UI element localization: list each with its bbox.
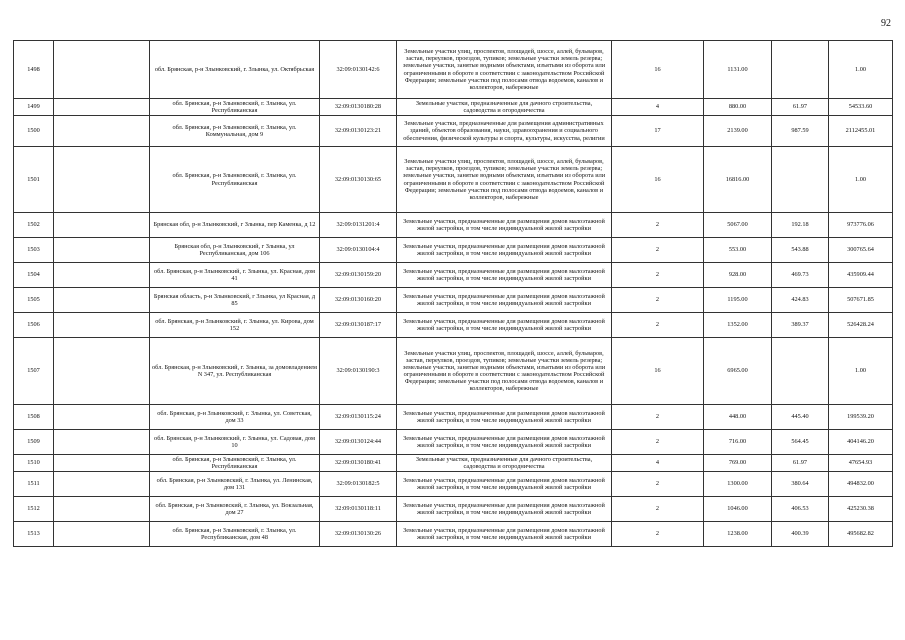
use-code-cell: 16	[612, 41, 704, 99]
table-row	[14, 41, 893, 99]
address-cell: обл. Брянская, р-н Злынковский, г. Злынка, ул. Республиканская, дом 48	[150, 522, 320, 547]
area-cell: 928.00	[704, 263, 772, 288]
cadastral-value-cell: 435909.44	[829, 263, 893, 288]
cadastral-number-cell: 32:09:0130124:44	[320, 430, 397, 455]
cadastral-number-cell: 32:09:0130180:28	[320, 99, 397, 116]
use-code-cell: 2	[612, 472, 704, 497]
permitted-use-cell: Земельные участки, предназначенные для дачного строительства, садоводства и огородничества	[397, 455, 612, 472]
address-cell: обл. Брянская, р-н Злынковский, г. Злынка, ул. Октябрьская	[150, 41, 320, 99]
row-number-cell: 1500	[14, 116, 54, 147]
cadastral-value-cell: 300765.64	[829, 238, 893, 263]
specific-value-cell: 424.83	[772, 288, 829, 313]
area-cell: 1238.00	[704, 522, 772, 547]
blank-cell	[54, 497, 150, 522]
table-row	[14, 430, 893, 455]
address-cell: обл. Брянская, р-н Злынковский, г. Злынка, за домовладением N 347, ул. Республиканская	[150, 338, 320, 405]
cadastral-number-cell: 32:09:0130187:17	[320, 313, 397, 338]
row-number-cell: 1511	[14, 472, 54, 497]
address-cell: обл. Брянская, р-н Злынковский, г. Злынка, ул. Красная, дом 41	[150, 263, 320, 288]
area-cell: 1195.00	[704, 288, 772, 313]
specific-value-cell: 400.39	[772, 522, 829, 547]
cadastral-value-cell: 54533.60	[829, 99, 893, 116]
use-code-cell: 2	[612, 238, 704, 263]
address-cell: Брянская обл, р-н Злынковский, г Злынка, ул Республиканская, дом 106	[150, 238, 320, 263]
area-cell: 880.00	[704, 99, 772, 116]
row-number-cell: 1501	[14, 147, 54, 213]
table-row	[14, 338, 893, 405]
table-row	[14, 263, 893, 288]
permitted-use-cell: Земельные участки, предназначенные для размещения домов малоэтажной жилой застройки, в том числе индивидуальной жилой застройки	[397, 522, 612, 547]
table-row	[14, 313, 893, 338]
row-number-cell: 1499	[14, 99, 54, 116]
permitted-use-cell: Земельные участки улиц, проспектов, площадей, шоссе, аллей, бульваров, застав, переулков, проездов, тупиков; земельные участки земель резерва; земельные участки, занятые водными объектами, изъятыми из оборота или ограниченными в обороте в соответствии с законодательством Российской Федерации; земельные участки под полосами отвода водоемов, каналов и коллекторов, набережные	[397, 338, 612, 405]
cadastral-number-cell: 32:09:0130118:11	[320, 497, 397, 522]
blank-cell	[54, 313, 150, 338]
area-cell: 448.00	[704, 405, 772, 430]
permitted-use-cell: Земельные участки улиц, проспектов, площадей, шоссе, аллей, бульваров, застав, переулков, проездов, тупиков; земельные участки земель резерва; земельные участки, занятые водными объектами, изъятыми из оборота или ограниченными в обороте в соответствии с законодательством Российской Федерации; земельные участки под полосами отвода водоемов, каналов и коллекторов, набережные	[397, 147, 612, 213]
use-code-cell: 2	[612, 497, 704, 522]
table-row	[14, 455, 893, 472]
area-cell: 2139.00	[704, 116, 772, 147]
area-cell: 1131.00	[704, 41, 772, 99]
cadastral-value-cell: 1.00	[829, 338, 893, 405]
use-code-cell: 17	[612, 116, 704, 147]
table-row	[14, 522, 893, 547]
blank-cell	[54, 338, 150, 405]
specific-value-cell: 543.88	[772, 238, 829, 263]
area-cell: 5067.00	[704, 213, 772, 238]
blank-cell	[54, 147, 150, 213]
blank-cell	[54, 472, 150, 497]
cadastral-value-cell: 425230.38	[829, 497, 893, 522]
permitted-use-cell: Земельные участки, предназначенные для размещения домов малоэтажной жилой застройки, в том числе индивидуальной жилой застройки	[397, 472, 612, 497]
address-cell: обл. Брянская, р-н Злынковский, г. Злынка, ул. Вокзальная, дом 27	[150, 497, 320, 522]
specific-value-cell	[772, 147, 829, 213]
table-row	[14, 116, 893, 147]
cadastral-value-cell: 507671.85	[829, 288, 893, 313]
specific-value-cell: 987.59	[772, 116, 829, 147]
area-cell: 716.00	[704, 430, 772, 455]
blank-cell	[54, 41, 150, 99]
cadastral-number-cell: 32:09:0130104:4	[320, 238, 397, 263]
address-cell: обл. Брянская, р-н Злынковский, г. Злынка, ул. Республиканская	[150, 455, 320, 472]
permitted-use-cell: Земельные участки, предназначенные для размещения домов малоэтажной жилой застройки, в том числе индивидуальной жилой застройки	[397, 497, 612, 522]
blank-cell	[54, 213, 150, 238]
cadastral-number-cell: 32:09:0130123:21	[320, 116, 397, 147]
table-row	[14, 147, 893, 213]
specific-value-cell: 564.45	[772, 430, 829, 455]
table-row	[14, 472, 893, 497]
specific-value-cell: 445.40	[772, 405, 829, 430]
table-row	[14, 213, 893, 238]
row-number-cell: 1506	[14, 313, 54, 338]
table-row	[14, 405, 893, 430]
use-code-cell: 2	[612, 405, 704, 430]
use-code-cell: 2	[612, 430, 704, 455]
use-code-cell: 2	[612, 263, 704, 288]
area-cell: 769.00	[704, 455, 772, 472]
permitted-use-cell: Земельные участки, предназначенные для размещения домов малоэтажной жилой застройки, в том числе индивидуальной жилой застройки	[397, 313, 612, 338]
cadastral-value-cell: 526428.24	[829, 313, 893, 338]
permitted-use-cell: Земельные участки, предназначенные для размещения домов малоэтажной жилой застройки, в том числе индивидуальной жилой застройки	[397, 288, 612, 313]
permitted-use-cell: Земельные участки, предназначенные для размещения домов малоэтажной жилой застройки, в том числе индивидуальной жилой застройки	[397, 263, 612, 288]
use-code-cell: 2	[612, 522, 704, 547]
address-cell: Брянская обл, р-н Злынковский, г Злынка, пер Каменка, д 12	[150, 213, 320, 238]
table-body	[14, 41, 893, 547]
cadastral-value-cell: 495682.82	[829, 522, 893, 547]
cadastral-value-cell: 404146.20	[829, 430, 893, 455]
specific-value-cell: 61.97	[772, 99, 829, 116]
cadastral-value-cell: 1.00	[829, 41, 893, 99]
cadastral-value-cell: 1.00	[829, 147, 893, 213]
cadastral-number-cell: 32:09:0130180:41	[320, 455, 397, 472]
land-registry-table	[13, 40, 893, 547]
blank-cell	[54, 238, 150, 263]
cadastral-number-cell: 32:09:0130159:20	[320, 263, 397, 288]
area-cell: 1046.00	[704, 497, 772, 522]
blank-cell	[54, 430, 150, 455]
cadastral-number-cell: 32:09:0130160:20	[320, 288, 397, 313]
address-cell: обл. Брянская, р-н Злынковский, г. Злынка, ул. Республиканская	[150, 147, 320, 213]
cadastral-number-cell: 32:09:0130182:5	[320, 472, 397, 497]
permitted-use-cell: Земельные участки, предназначенные для размещения домов малоэтажной жилой застройки, в том числе индивидуальной жилой застройки	[397, 213, 612, 238]
row-number-cell: 1502	[14, 213, 54, 238]
specific-value-cell: 469.73	[772, 263, 829, 288]
permitted-use-cell: Земельные участки, предназначенные для размещения административных зданий, объектов образования, науки, здравоохранения и социального обеспечения, физической культуры и спорта, культуры, искусства, религии	[397, 116, 612, 147]
use-code-cell: 2	[612, 288, 704, 313]
specific-value-cell: 192.18	[772, 213, 829, 238]
use-code-cell: 4	[612, 99, 704, 116]
blank-cell	[54, 99, 150, 116]
cadastral-number-cell: 32:09:0130190:3	[320, 338, 397, 405]
specific-value-cell: 380.64	[772, 472, 829, 497]
use-code-cell: 16	[612, 147, 704, 213]
area-cell: 1300.00	[704, 472, 772, 497]
blank-cell	[54, 522, 150, 547]
address-cell: обл. Брянская, р-н Злынковский, г. Злынка, ул. Кирова, дом 152	[150, 313, 320, 338]
cadastral-value-cell: 494832.00	[829, 472, 893, 497]
area-cell: 553.00	[704, 238, 772, 263]
table-row	[14, 497, 893, 522]
row-number-cell: 1512	[14, 497, 54, 522]
address-cell: обл. Брянская, р-н Злынковский, г. Злынка, ул. Ленинская, дом 131	[150, 472, 320, 497]
permitted-use-cell: Земельные участки, предназначенные для дачного строительства, садоводства и огородничества	[397, 99, 612, 116]
blank-cell	[54, 405, 150, 430]
use-code-cell: 2	[612, 213, 704, 238]
cadastral-number-cell: 32:09:0130130:65	[320, 147, 397, 213]
specific-value-cell: 61.97	[772, 455, 829, 472]
permitted-use-cell: Земельные участки улиц, проспектов, площадей, шоссе, аллей, бульваров, застав, переулков, проездов, тупиков; земельные участки земель резерва; земельные участки, занятые водными объектами, изъятыми из оборота или ограниченными в обороте в соответствии с законодательством Российской Федерации; земельные участки под полосами отвода водоемов, каналов и коллекторов, набережные	[397, 41, 612, 99]
permitted-use-cell: Земельные участки, предназначенные для размещения домов малоэтажной жилой застройки, в том числе индивидуальной жилой застройки	[397, 430, 612, 455]
specific-value-cell: 389.37	[772, 313, 829, 338]
use-code-cell: 16	[612, 338, 704, 405]
cadastral-number-cell: 32:09:0130130:26	[320, 522, 397, 547]
table-row	[14, 288, 893, 313]
cadastral-value-cell: 199539.20	[829, 405, 893, 430]
area-cell: 16816.00	[704, 147, 772, 213]
cadastral-number-cell: 32:09:0130142:6	[320, 41, 397, 99]
row-number-cell: 1510	[14, 455, 54, 472]
row-number-cell: 1503	[14, 238, 54, 263]
permitted-use-cell: Земельные участки, предназначенные для размещения домов малоэтажной жилой застройки, в том числе индивидуальной жилой застройки	[397, 405, 612, 430]
area-cell: 1352.00	[704, 313, 772, 338]
address-cell: обл. Брянская, р-н Злынковский, г. Злынка, ул. Советская, дом 33	[150, 405, 320, 430]
row-number-cell: 1505	[14, 288, 54, 313]
cadastral-value-cell: 47654.93	[829, 455, 893, 472]
address-cell: обл. Брянская, р-н Злынковский, г. Злынка, ул. Коммунальная, дом 9	[150, 116, 320, 147]
specific-value-cell	[772, 338, 829, 405]
row-number-cell: 1509	[14, 430, 54, 455]
page-number: 92	[881, 18, 891, 29]
row-number-cell: 1498	[14, 41, 54, 99]
specific-value-cell: 406.53	[772, 497, 829, 522]
row-number-cell: 1504	[14, 263, 54, 288]
permitted-use-cell: Земельные участки, предназначенные для размещения домов малоэтажной жилой застройки, в том числе индивидуальной жилой застройки	[397, 238, 612, 263]
table-row	[14, 99, 893, 116]
area-cell: 6965.00	[704, 338, 772, 405]
blank-cell	[54, 288, 150, 313]
row-number-cell: 1507	[14, 338, 54, 405]
address-cell: обл. Брянская, р-н Злынковский, г. Злынка, ул. Республиканская	[150, 99, 320, 116]
row-number-cell: 1508	[14, 405, 54, 430]
cadastral-value-cell: 2112455.01	[829, 116, 893, 147]
cadastral-number-cell: 32:09:0131201:4	[320, 213, 397, 238]
use-code-cell: 4	[612, 455, 704, 472]
blank-cell	[54, 263, 150, 288]
blank-cell	[54, 116, 150, 147]
cadastral-value-cell: 973776.06	[829, 213, 893, 238]
table-row	[14, 238, 893, 263]
row-number-cell: 1513	[14, 522, 54, 547]
blank-cell	[54, 455, 150, 472]
specific-value-cell	[772, 41, 829, 99]
address-cell: обл. Брянская, р-н Злынковский, г. Злынка, ул. Садовая, дом 10	[150, 430, 320, 455]
use-code-cell: 2	[612, 313, 704, 338]
address-cell: Брянская область, р-н Злынковский, г Злынка, ул Красная, д 85	[150, 288, 320, 313]
cadastral-number-cell: 32:09:0130115:24	[320, 405, 397, 430]
